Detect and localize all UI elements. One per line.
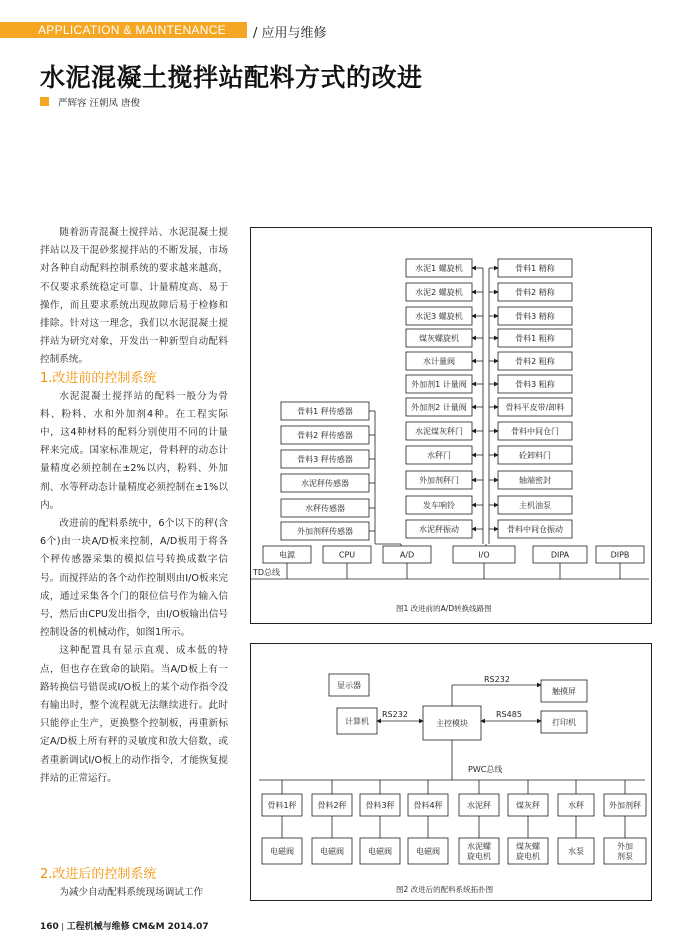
svg-text:水秤传感器: 水秤传感器 <box>305 504 345 513</box>
figure-1-diagram <box>251 228 653 625</box>
svg-text:骨料1秤: 骨料1秤 <box>267 801 297 810</box>
actuator-box-5 <box>459 838 499 864</box>
section-heading-1: 1.改进前的控制系统 <box>40 370 157 386</box>
svg-text:外加剂2 计量阀: 外加剂2 计量阀 <box>411 403 467 412</box>
io-right-box-11 <box>498 496 572 514</box>
svg-text:外加: 外加 <box>617 842 633 851</box>
io-right-box-10 <box>498 471 572 489</box>
scale-box-6 <box>508 794 548 816</box>
io-left-box-2 <box>406 283 472 301</box>
figure-2-caption: 图2 改进后的配料系统拓扑图 <box>396 885 494 894</box>
svg-text:外加剂1 计量阀: 外加剂1 计量阀 <box>411 380 467 389</box>
io-right-box-4 <box>498 329 572 347</box>
journal-name: 工程机械与维修 <box>66 922 130 932</box>
io-right-box-5 <box>498 352 572 370</box>
article-title: 水泥混凝土搅拌站配料方式的改进 <box>40 63 423 92</box>
sensor-box-1 <box>281 402 369 420</box>
svg-text:电磁阀: 电磁阀 <box>270 847 294 856</box>
svg-text:A/D: A/D <box>399 550 415 560</box>
body-column-bottom <box>40 866 228 902</box>
sensor-box-4 <box>281 474 369 492</box>
body-column <box>40 224 228 788</box>
actuator-box-4 <box>408 838 448 864</box>
io-right-box-7 <box>498 398 572 416</box>
sensor-box-6 <box>281 522 369 540</box>
svg-text:水泥3 螺旋机: 水泥3 螺旋机 <box>415 312 463 321</box>
io-left-box-6 <box>406 375 472 393</box>
svg-text:砼卸料门: 砼卸料门 <box>519 451 551 460</box>
section-header-en: APPLICATION & MAINTENANCE <box>38 23 226 37</box>
svg-text:骨料中间仓振动: 骨料中间仓振动 <box>507 525 563 534</box>
paragraph-4: 这种配置具有显示直观、成本低的特点，但也存在致命的缺陷。当A/D板上有一路转换信号错误或I/O板上的某个动作指令没有输出时，整个流程就无法继续进行。此时只能停止生产，更换整个控制板，再重新标定A/D板上所有秤的灵敏度和放大倍数，或者重新调试I/O板上的动作指令，才能恢复搅拌站的正常运行。 <box>40 645 228 784</box>
svg-text:骨料2 秤传感器: 骨料2 秤传感器 <box>297 431 353 440</box>
footer-separator: | <box>61 922 65 931</box>
actuator-box-1 <box>262 838 302 864</box>
svg-text:I/O: I/O <box>478 550 490 560</box>
main-control-box <box>423 706 481 740</box>
figure-1 <box>250 227 652 624</box>
scale-box-3 <box>360 794 400 816</box>
svg-text:骨料2秤: 骨料2秤 <box>317 801 347 810</box>
svg-text:发车响铃: 发车响铃 <box>423 501 455 510</box>
svg-text:水泥1 螺旋机: 水泥1 螺旋机 <box>415 264 463 273</box>
svg-text:外加剂秤门: 外加剂秤门 <box>419 476 459 485</box>
sensor-box-2 <box>281 426 369 444</box>
io-right-box-12 <box>498 520 572 538</box>
svg-text:DIPB: DIPB <box>610 550 630 560</box>
svg-text:旋电机: 旋电机 <box>467 852 491 861</box>
svg-text:电磁阀: 电磁阀 <box>320 847 344 856</box>
io-left-box-8 <box>406 422 472 440</box>
svg-text:触摸屏: 触摸屏 <box>552 687 576 696</box>
section-heading-2: 2.改进后的控制系统 <box>40 867 157 882</box>
svg-text:骨料4秤: 骨料4秤 <box>413 801 443 810</box>
io-right-box-2 <box>498 283 572 301</box>
svg-text:水泥秤振动: 水泥秤振动 <box>419 525 459 534</box>
scale-box-7 <box>558 794 594 816</box>
svg-text:水秤门: 水秤门 <box>427 451 451 460</box>
svg-text:水计量阀: 水计量阀 <box>423 357 455 366</box>
io-right-box-8 <box>498 422 572 440</box>
article-authors: 严辉容 汪朝凤 唐俊 <box>58 98 141 109</box>
figure-1-caption: 图1 改进前的A/D转换线路图 <box>396 604 492 613</box>
svg-text:骨料3 精称: 骨料3 精称 <box>515 312 555 321</box>
figure-2-diagram <box>251 644 653 902</box>
svg-text:电磁阀: 电磁阀 <box>368 847 392 856</box>
svg-text:外加剂秤: 外加剂秤 <box>609 801 641 810</box>
bus-module-2 <box>323 546 371 563</box>
svg-text:骨料平皮带/卸料: 骨料平皮带/卸料 <box>505 403 565 412</box>
svg-text:打印机: 打印机 <box>552 718 576 727</box>
journal-issue: CM&M 2014.07 <box>132 922 209 932</box>
actuator-box-8 <box>604 838 646 864</box>
svg-text:电源: 电源 <box>279 550 295 560</box>
paragraph-2: 水泥混凝土搅拌站的配料一般分为骨料、粉料、水和外加剂4种。在工程实际中，这4种材料的配料分别使用不同的计量秤来完成。国家标准规定，骨料秤的动态计量精度必须控制在±2%以内，粉料、外加剂、水等秤动态计量精度必须控制在±1%以内。 <box>40 390 228 511</box>
io-left-box-3 <box>406 307 472 325</box>
svg-text:骨料2 精称: 骨料2 精称 <box>515 288 555 297</box>
io-left-box-9 <box>406 446 472 464</box>
computer-box <box>337 708 377 734</box>
svg-text:骨料1 精称: 骨料1 精称 <box>515 264 555 273</box>
svg-text:主控模块: 主控模块 <box>436 719 468 728</box>
page-number: 160 <box>40 922 59 932</box>
svg-text:水泥秤传感器: 水泥秤传感器 <box>301 479 349 488</box>
svg-text:煤灰螺: 煤灰螺 <box>516 842 540 851</box>
svg-text:水泥螺: 水泥螺 <box>467 842 491 851</box>
display-box <box>329 674 369 696</box>
svg-text:骨料3 粗称: 骨料3 粗称 <box>515 380 555 389</box>
td-bus-label: TD总线 <box>253 568 281 577</box>
svg-text:显示器: 显示器 <box>337 681 361 690</box>
bus-module-1 <box>263 546 311 563</box>
svg-text:骨料中间仓门: 骨料中间仓门 <box>511 427 559 436</box>
rs232-left-label: RS232 <box>382 710 408 719</box>
svg-text:水泵: 水泵 <box>568 847 584 856</box>
bus-module-5 <box>533 546 587 563</box>
bus-module-6 <box>596 546 644 563</box>
io-left-box-12 <box>406 520 472 538</box>
svg-text:水泥煤灰秤门: 水泥煤灰秤门 <box>415 427 463 436</box>
io-left-box-4 <box>406 329 472 347</box>
svg-text:旋电机: 旋电机 <box>516 852 540 861</box>
rs485-label: RS485 <box>496 710 522 719</box>
io-right-box-9 <box>498 446 572 464</box>
io-right-box-6 <box>498 375 572 393</box>
bus-module-3 <box>383 546 431 563</box>
scale-box-8 <box>604 794 646 816</box>
section-header-cn <box>253 22 327 41</box>
svg-text:骨料2 粗称: 骨料2 粗称 <box>515 357 555 366</box>
printer-box <box>541 711 587 733</box>
scale-box-1 <box>262 794 302 816</box>
paragraph-intro: 随着沥青混凝土搅拌站、水泥混凝土搅拌站以及干混砂浆搅拌站的不断发展，市场对各种自动配料控制系统的要求越来越高，不仅要求系统稳定可靠、计量精度高、易于操作，而且要求系统出现故障后易于检修和排除。针对这一理念，我们以水泥混凝土搅拌站为研究对象，开发出一种新型自动配料控制系统。 <box>40 227 228 366</box>
svg-text:骨料3秤: 骨料3秤 <box>365 801 395 810</box>
svg-text:煤灰螺旋机: 煤灰螺旋机 <box>419 334 459 343</box>
rs232-top-label: RS232 <box>484 675 510 684</box>
scale-box-4 <box>408 794 448 816</box>
io-right-box-1 <box>498 259 572 277</box>
io-left-box-7 <box>406 398 472 416</box>
svg-text:剂泵: 剂泵 <box>617 852 633 861</box>
svg-text:水秤: 水秤 <box>568 801 584 810</box>
svg-text:骨料1 粗称: 骨料1 粗称 <box>515 334 555 343</box>
svg-text:外加剂秤传感器: 外加剂秤传感器 <box>297 527 353 536</box>
section-header-cn-label: 应用与维修 <box>261 26 327 41</box>
actuator-box-3 <box>360 838 400 864</box>
pwc-bus-label: PWC总线 <box>468 765 503 774</box>
figure-2 <box>250 643 652 901</box>
svg-text:电磁阀: 电磁阀 <box>416 847 440 856</box>
svg-text:骨料3 秤传感器: 骨料3 秤传感器 <box>297 455 353 464</box>
paragraph-3: 改进前的配料系统中，6个以下的秤(含6个)由一块A/D板来控制，A/D板用于将各个秤传感器采集的模拟信号转换成数字信号。而搅拌站的各个动作控制则由I/O板来完成，通过采集各个门的限位信号作为输入信号，然后由CPU发出指令，由I/O板输出信号控制设备的机械动作，如图1所示。 <box>40 518 228 639</box>
svg-text:计算机: 计算机 <box>345 717 369 726</box>
io-right-box-3 <box>498 307 572 325</box>
bus-module-4 <box>453 546 515 563</box>
author-bullet <box>40 97 49 106</box>
svg-text:轴端密封: 轴端密封 <box>519 476 551 485</box>
page-footer <box>40 919 209 932</box>
svg-text:骨料1 秤传感器: 骨料1 秤传感器 <box>297 407 353 416</box>
io-left-box-5 <box>406 352 472 370</box>
svg-text:DIPA: DIPA <box>550 550 570 560</box>
paragraph-5: 为减少自动配料系统现场调试工作 <box>59 887 204 898</box>
svg-text:水泥2 螺旋机: 水泥2 螺旋机 <box>415 288 463 297</box>
touchscreen-box <box>541 680 587 702</box>
sensor-box-5 <box>281 499 369 517</box>
scale-box-2 <box>312 794 352 816</box>
actuator-box-7 <box>558 838 594 864</box>
svg-text:水泥秤: 水泥秤 <box>467 801 491 810</box>
actuator-box-6 <box>508 838 548 864</box>
actuator-box-2 <box>312 838 352 864</box>
svg-text:主机油泵: 主机油泵 <box>519 501 551 510</box>
svg-text:CPU: CPU <box>338 550 356 560</box>
svg-text:煤灰秤: 煤灰秤 <box>516 801 540 810</box>
io-left-box-11 <box>406 496 472 514</box>
section-separator: / <box>253 26 258 41</box>
io-left-box-1 <box>406 259 472 277</box>
scale-box-5 <box>459 794 499 816</box>
sensor-box-3 <box>281 450 369 468</box>
io-left-box-10 <box>406 471 472 489</box>
